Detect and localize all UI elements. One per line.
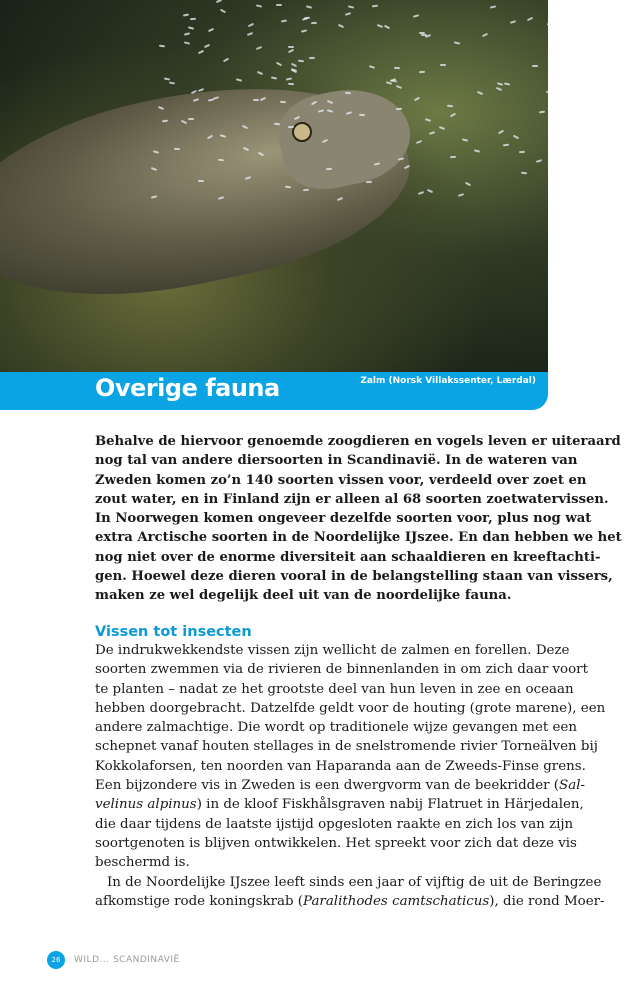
text-segment: gen. Hoewel deze dieren vooral in de belangstelling staan van vissers, [95,569,613,585]
fish-shoal-speck [309,57,315,59]
text-segment: te planten – nadat ze het grootste deel van hun leven in zee en oceaan [95,681,574,697]
fish-shoal-speck [413,15,419,19]
fish-shoal-speck [482,33,488,37]
text-line [95,718,577,737]
text-line [95,641,570,660]
fish-shoal-speck [440,64,446,66]
text-line [95,892,605,911]
text-line [95,451,578,470]
fish-shoal-speck [288,48,294,53]
text-line [95,432,621,451]
italic-text: Sal- [559,778,585,794]
fish-shoal-speck [359,114,365,117]
text-line [95,528,622,547]
text-line [95,853,550,872]
fish-shoal-speck [306,6,312,9]
fish-shoal-speck [458,193,464,197]
fish-shoal-speck [527,17,533,21]
fish-shoal-speck [418,191,424,195]
fish-shoal-speck [510,20,516,24]
fish-shoal-speck [288,83,294,85]
fish-shoal-speck [521,172,527,175]
text-segment: ), die rond Moer- [489,893,605,909]
fish-shoal-speck [425,34,431,38]
fish-shoal-speck [298,59,304,62]
fish-shoal-speck [345,91,351,94]
fish-shoal-speck [377,24,383,28]
fish-shoal-speck [424,118,430,122]
fish-shoal-speck [291,63,297,67]
fish-shoal-speck [416,140,422,144]
text-line [95,548,601,567]
fish-shoal-speck [257,71,263,75]
fish-shoal-speck [281,20,287,23]
fish-shoal-speck [386,81,392,85]
fish-shoal-speck [447,105,453,108]
fish-shoal-speck [477,91,483,95]
fish-shoal-speck [546,23,548,25]
fish-shoal-speck [270,77,276,80]
fish-shoal-speck [546,91,548,94]
fish-shoal-speck [159,45,165,48]
fish-shoal-speck [414,97,420,102]
text-segment: ) in de kloof Fiskhålsgraven nabij Flatruet in Härjedalen, [196,797,584,813]
fish-shoal-speck [345,12,351,16]
fish-shoal-speck [450,113,456,118]
page-number: 26 [47,951,65,969]
text-line [95,509,592,528]
text-line [95,471,587,490]
text-segment: andere zalmachtige. Die wordt op traditionele wijze gevangen met een [95,720,577,736]
fish-shoal-speck [216,0,222,3]
text-line [95,737,598,756]
fish-shoal-speck [164,77,170,80]
fish-shoal-speck [450,156,456,158]
fish-shoal-speck [190,17,196,19]
fish-shoal-speck [348,5,354,8]
fish-shoal-speck [311,22,317,25]
fish-shoal-speck [462,138,468,141]
text-segment: zout water, en in Finland zijn er alleen al 68 soorten zoetwatervissen. [95,491,609,507]
text-segment: In Noorwegen komen ongeveer dezelfde soorten voor, plus nog wat [95,511,592,527]
text-segment: De indrukwekkendste vissen zijn wellicht de zalmen en forellen. Deze [95,643,570,658]
body-text [95,641,606,911]
text-line [95,490,609,509]
text-segment: schepnet vanaf houten stellages in de snelstromende rivier Torneälven bij [95,739,598,755]
text-segment: nog niet over de enorme diversiteit aan schaaldieren en kreeftachti- [95,549,601,565]
text-line [95,873,602,892]
fish-shoal-speck [198,180,204,182]
fish-shoal-speck [519,151,525,153]
fish-shoal-speck [372,4,378,7]
fish-shoal-speck [247,32,253,36]
fish-shoal-speck [465,182,471,187]
text-line [95,699,606,718]
text-line [95,815,574,834]
fish-shoal-speck [276,4,282,6]
fish-shoal-speck [490,5,496,8]
fish-shoal-speck [301,29,307,32]
text-line [95,776,585,795]
fish-shoal-speck [396,85,402,89]
fish-shoal-speck [220,9,226,14]
text-line [95,680,574,699]
fish-shoal-speck [337,24,343,28]
book-title: WILD... SCANDINAVIË [74,955,180,965]
italic-text: Paralithodes camtschaticus [303,893,490,909]
text-segment: afkomstige rode koningskrab ( [95,893,304,909]
text-segment: Een bijzondere vis in Zweden is een dwergvorm van de beekridder ( [95,778,560,794]
fish-shoal-speck [256,4,262,7]
fish-shoal-speck [207,28,213,32]
text-segment: Zweden komen zo’n 140 soorten vissen voor, verdeeld over zoet en [95,472,587,488]
text-segment: extra Arctische soorten in de Noordelijke IJszee. En dan hebben we het [95,530,622,546]
fish-shoal-speck [188,118,194,120]
fish-shoal-speck [169,82,175,85]
text-segment: hebben doorgebracht. Datzelfde geldt voor de houting (grote marene), een [95,700,606,716]
text-line [95,795,584,814]
fish-shoal-speck [539,111,545,114]
text-segment: Behalve de hiervoor genoemde zoogdieren en vogels leven er uiteraard [95,434,621,449]
text-segment: soorten zwemmen via de rivieren de binnenlanden in om zich daar voort [95,662,588,678]
fish-shoal-speck [429,131,435,135]
text-segment: soortgenoten is blijven ontwikkelen. Het spreekt voor zich dat deze vis [95,835,577,851]
text-line [95,834,577,853]
fish-shoal-speck [439,126,445,130]
salmon-eye [292,122,312,142]
fish-shoal-speck [236,78,242,81]
fish-shoal-speck [497,82,503,86]
fish-shoal-speck [419,71,425,73]
subheading: Vissen tot insecten [95,624,252,640]
fish-shoal-speck [286,77,292,80]
fish-shoal-speck [512,134,518,139]
intro-paragraph [95,432,622,606]
fish-shoal-speck [204,44,210,48]
fish-shoal-speck [532,65,538,67]
fish-shoal-speck [495,87,501,91]
fish-shoal-speck [474,149,480,152]
fish-shoal-speck [536,159,542,163]
italic-text: velinus alpinus [95,797,197,813]
fish-shoal-speck [183,13,189,16]
section-header-band [0,372,548,410]
section-title: Overige fauna [95,374,280,402]
fish-shoal-speck [454,41,460,44]
fish-shoal-speck [255,46,261,50]
fish-shoal-speck [184,41,190,44]
salmon-photo [0,0,548,372]
fish-shoal-speck [223,58,229,63]
text-line [95,757,586,776]
fish-shoal-speck [497,130,503,135]
page-footer [47,951,180,969]
text-segment: nog tal van andere diersoorten in Scandinavië. In de wateren van [95,453,578,469]
fish-shoal-speck [184,32,190,35]
fish-shoal-speck [427,189,433,193]
text-line [95,567,613,586]
text-segment: maken ze wel degelijk deel uit van de noordelijke fauna. [95,588,512,604]
fish-shoal-speck [325,167,331,169]
fish-shoal-speck [302,17,308,21]
fish-shoal-speck [394,67,400,69]
text-line [95,660,588,679]
fish-shoal-speck [197,50,203,54]
fish-shoal-speck [396,108,402,110]
fish-shoal-speck [276,62,282,67]
fish-shoal-speck [248,23,254,27]
photo-caption: Zalm (Norsk Villakssenter, Lærdal) [360,376,536,386]
text-segment: die daar tijdens de laatste ijstijd opgesloten raakte en zich los van zijn [95,816,574,832]
fish-shoal-speck [280,101,286,104]
text-segment: In de Noordelijke IJszee leeft sinds een jaar of vijftig de uit de Beringzee [107,874,602,890]
text-line [95,586,550,605]
fish-shoal-speck [187,26,193,29]
fish-shoal-speck [384,25,390,30]
text-segment: Kokkolaforsen, ten noorden van Haparanda aan de Zweeds-Finse grens. [95,758,586,774]
fish-shoal-speck [503,144,509,147]
fish-shoal-speck [369,65,375,69]
text-segment: beschermd is. [95,855,190,871]
fish-shoal-speck [504,83,510,86]
